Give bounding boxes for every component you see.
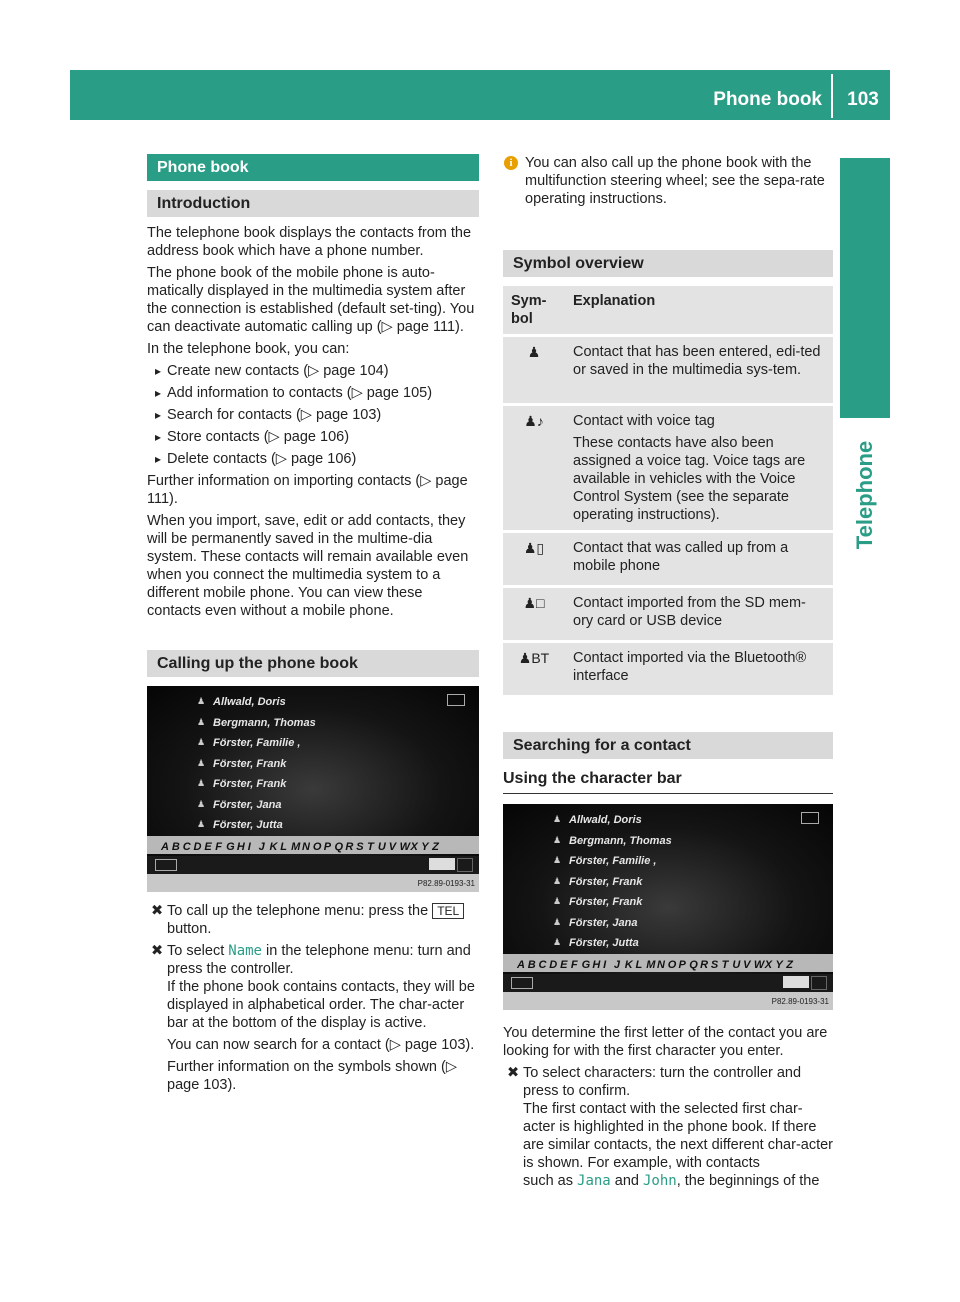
chapter-tab [840, 158, 890, 418]
character-key: Y [775, 959, 783, 971]
character-key: X [410, 841, 418, 853]
step-arrow-icon: ✖ [151, 943, 164, 959]
contact-row [503, 831, 833, 851]
row-text: Contact that has been entered, edi-ted or saved in the multimedia sys-tem. [565, 337, 833, 403]
character-key: H [236, 841, 245, 853]
contact-icon: ♟ [553, 875, 562, 886]
character-key: C [538, 959, 547, 971]
left-column [147, 154, 479, 1098]
character-key: L [280, 841, 288, 853]
step-detail: You can now search for a contact (▷ page 103). [167, 1037, 475, 1053]
table-row [503, 588, 833, 640]
contact-name: Förster, Jutta [213, 819, 283, 831]
character-key: X [764, 959, 773, 971]
character-key: S [356, 841, 364, 853]
contact-row [147, 815, 479, 835]
row-text: Contact that was called up from a mobile phone [565, 533, 833, 585]
calling-heading: Calling up the phone book [147, 650, 479, 677]
example-name: John [643, 1173, 677, 1189]
contact-icon: ♟ [197, 716, 206, 727]
contact-name: Förster, Frank [213, 778, 287, 790]
contact-sd-usb-icon: ♟□ [503, 588, 565, 640]
contact-row [503, 851, 833, 871]
searching-heading: Searching for a contact [503, 732, 833, 759]
character-key: M [646, 959, 656, 971]
character-key: A [161, 841, 169, 853]
character-key: O [667, 959, 677, 971]
contact-name: Förster, Familie , [569, 855, 657, 867]
phone-book-screenshot [147, 686, 479, 892]
introduction-heading: Introduction [147, 190, 479, 217]
contact-icon: ♟ [553, 855, 562, 865]
list-item: ▸ Store contacts (▷ page 106) [147, 428, 479, 446]
contact-name: Förster, Frank [213, 757, 287, 770]
character-key: G [226, 841, 235, 853]
table-row [503, 337, 833, 403]
menu-item-name: Name [228, 943, 262, 959]
contact-entered-icon: ♟ [503, 337, 565, 403]
character-key: F [215, 841, 222, 853]
character-key: Z [786, 959, 793, 971]
character-key: P [323, 841, 332, 853]
info-note [503, 154, 833, 208]
contact-voice-tag-icon: ♟♪ [503, 406, 565, 530]
character-key: E [204, 841, 212, 853]
character-key: K [269, 841, 278, 853]
character-key: J [258, 841, 265, 853]
image-caption: P82.89-0193-31 [417, 879, 475, 888]
delete-icon [457, 858, 473, 872]
character-key: D [193, 841, 202, 853]
character-key: M [291, 841, 301, 853]
character-key: Y [421, 841, 429, 853]
contact-icon: ♟ [197, 757, 206, 768]
contact-row [147, 774, 479, 794]
capability-list [147, 362, 479, 468]
table-row [503, 406, 833, 530]
delete-icon [811, 976, 827, 990]
contact-row [503, 933, 833, 953]
keyboard-icon [429, 858, 455, 870]
symbol-table [503, 283, 833, 698]
character-key: K [624, 959, 633, 971]
bottom-bar [503, 974, 833, 992]
contact-row [147, 795, 479, 815]
contact-icon: ♟ [553, 834, 562, 845]
back-icon [511, 977, 533, 989]
character-key: V [743, 959, 751, 971]
step-detail: such as Jana and John, the beginnings of the [523, 1173, 820, 1189]
list-item: ▸ Create new contacts (▷ page 104) [147, 362, 479, 380]
contact-name: Förster, Frank [569, 896, 643, 908]
contact-bluetooth-icon: ♟BT [503, 643, 565, 695]
character-key: S [710, 959, 719, 971]
character-key: Q [689, 959, 698, 971]
right-column [503, 154, 833, 1194]
back-icon [155, 859, 177, 871]
contact-icon: ♟ [553, 916, 562, 927]
character-key: Z [432, 841, 439, 853]
keyboard-icon [783, 976, 809, 988]
contact-row [503, 892, 833, 912]
intro-paragraph: Further information on importing contacts (▷ page 111). [147, 473, 468, 507]
contact-icon: ♟ [197, 737, 206, 747]
info-text: You can also call up the phone book with the multifunction steering wheel; see the sepa-rate operating instructions. [525, 155, 825, 207]
column-header-explanation: Explanation [565, 286, 833, 334]
contact-row [147, 692, 479, 712]
step-arrow-icon: ✖ [151, 903, 164, 919]
list-item: ▸ Add information to contacts (▷ page 105) [147, 384, 479, 402]
chapter-label: Telephone [852, 440, 877, 550]
character-key: B [527, 959, 536, 971]
table-row [503, 643, 833, 695]
row-text: Contact imported via the Bluetooth® interface [565, 643, 833, 695]
intro-paragraph: When you import, save, edit or add contacts, they will be permanently saved in the multime-dia system. These contacts will remain available even when you connect the multimedia system to a different mobile phone. You can view these contacts even without a mobile phone. [147, 513, 469, 619]
character-key: O [312, 841, 322, 853]
contact-name: Förster, Frank [569, 875, 643, 888]
row-text: Contact imported from the SD mem-ory card or USB device [565, 588, 833, 640]
contact-name: Bergmann, Thomas [569, 834, 672, 847]
contact-row [147, 733, 479, 753]
character-key: B [171, 841, 180, 853]
character-key: E [560, 959, 568, 971]
steps-list [147, 902, 479, 1094]
character-key: T [367, 841, 374, 853]
character-key: A [517, 959, 525, 971]
intro-paragraph: In the telephone book, you can: [147, 341, 350, 357]
contact-row [503, 810, 833, 830]
step-item: ✖ To select Name in the telephone menu: turn and press the controller. If the phone book contains contacts, they will be displayed in alphabetical order. The char-acter bar at the bottom of the display is active. You can now search for a contact (▷ page 103). Further information on the symbols shown (▷ page 103). [147, 942, 479, 1094]
contact-icon: ♟ [197, 819, 206, 829]
character-key: I [603, 959, 607, 971]
contact-icon: ♟ [197, 798, 206, 809]
step-item: ✖ To call up the telephone menu: press the TEL button. [147, 902, 479, 938]
contact-name: Förster, Jana [213, 798, 282, 811]
steps-list [503, 1064, 833, 1190]
info-icon: i [504, 156, 518, 170]
character-key: G [581, 959, 591, 971]
table-row [503, 533, 833, 585]
list-item: ▸ Delete contacts (▷ page 106) [147, 450, 479, 468]
contact-row [503, 872, 833, 892]
subsection-heading: Using the character bar [503, 770, 682, 787]
page-number: 103 [847, 89, 879, 110]
column-header-symbol: Sym-bol [503, 286, 565, 334]
character-key: Q [334, 841, 344, 853]
symbol-overview-heading: Symbol overview [503, 250, 833, 277]
character-key: I [247, 841, 251, 853]
table-header-row [503, 286, 833, 334]
contact-row [147, 713, 479, 733]
contact-name: Allwald, Doris [213, 696, 286, 708]
step-detail: If the phone book contains contacts, they will be displayed in alphabetical order. The char-acter bar at the bottom of the display is active. [167, 979, 475, 1031]
intro-paragraph: The phone book of the mobile phone is auto-matically displayed in the multimedia system after the connection is established (default set-ting). You can deactivate automatic calling up (▷ page 111). [147, 265, 475, 335]
contact-row [503, 913, 833, 933]
contact-name: Allwald, Doris [569, 814, 642, 826]
contact-row [147, 754, 479, 774]
bottom-bar [147, 856, 479, 874]
character-key: W [753, 959, 765, 971]
character-key: D [549, 959, 558, 971]
contact-name: Förster, Jutta [569, 937, 639, 949]
character-key: U [377, 841, 386, 853]
character-bar [147, 836, 479, 854]
character-key: W [399, 841, 410, 853]
contact-icon: ♟ [197, 696, 206, 706]
contact-icon: ♟ [553, 896, 562, 906]
example-name: Jana [577, 1173, 611, 1189]
character-key: N [302, 841, 310, 853]
header-divider [831, 74, 833, 118]
character-key: J [613, 959, 621, 971]
character-bar-screenshot [503, 804, 833, 1010]
image-caption: P82.89-0193-31 [771, 997, 829, 1006]
list-item: ▸ Search for contacts (▷ page 103) [147, 406, 479, 424]
row-text: Contact with voice tag These contacts have also been assigned a voice tag. Voice tags are available in vehicles with the Voice Control System (see the separate operating instructions). [565, 406, 833, 530]
character-key: R [700, 959, 709, 971]
contact-icon: ♟ [197, 778, 206, 788]
contact-icon: ♟ [553, 814, 562, 824]
body-paragraph: You determine the first letter of the contact you are looking for with the first character you enter. [503, 1025, 828, 1059]
character-key: H [592, 959, 601, 971]
character-bar [503, 954, 833, 972]
section-title: Phone book [147, 154, 479, 181]
character-key: U [732, 959, 741, 971]
tel-key-icon: TEL [432, 903, 464, 919]
step-arrow-icon: ✖ [507, 1065, 520, 1081]
contact-name: Bergmann, Thomas [213, 716, 316, 729]
character-key: F [570, 959, 578, 971]
character-key: V [388, 841, 397, 853]
step-detail: Further information on the symbols shown (▷ page 103). [167, 1059, 457, 1093]
step-detail: The first contact with the selected first char-acter is highlighted in the phone book. If there are similar contacts, the next different char-acter is shown. For example, with contacts [523, 1101, 834, 1171]
character-key: T [721, 959, 729, 971]
contact-mobile-phone-icon: ♟▯ [503, 533, 565, 585]
character-key: P [678, 959, 686, 971]
contact-name: Förster, Jana [569, 916, 638, 929]
character-key: N [657, 959, 665, 971]
contact-icon: ♟ [553, 937, 562, 947]
character-key: L [635, 959, 643, 971]
page-title: Phone book [713, 89, 822, 110]
character-key: C [182, 841, 191, 853]
intro-paragraph: The telephone book displays the contacts from the address book which have a phone number. [147, 225, 472, 259]
contact-name: Förster, Familie , [213, 737, 301, 749]
character-key: R [345, 841, 354, 853]
step-item: ✖ To select characters: turn the controller and press to confirm. The first contact with the selected first char-acter is highlighted in the phone book. If there are similar contacts, the next different char-acter is shown. For example, with contacts such as Jana and John, the beginnings of the [507, 1065, 834, 1189]
